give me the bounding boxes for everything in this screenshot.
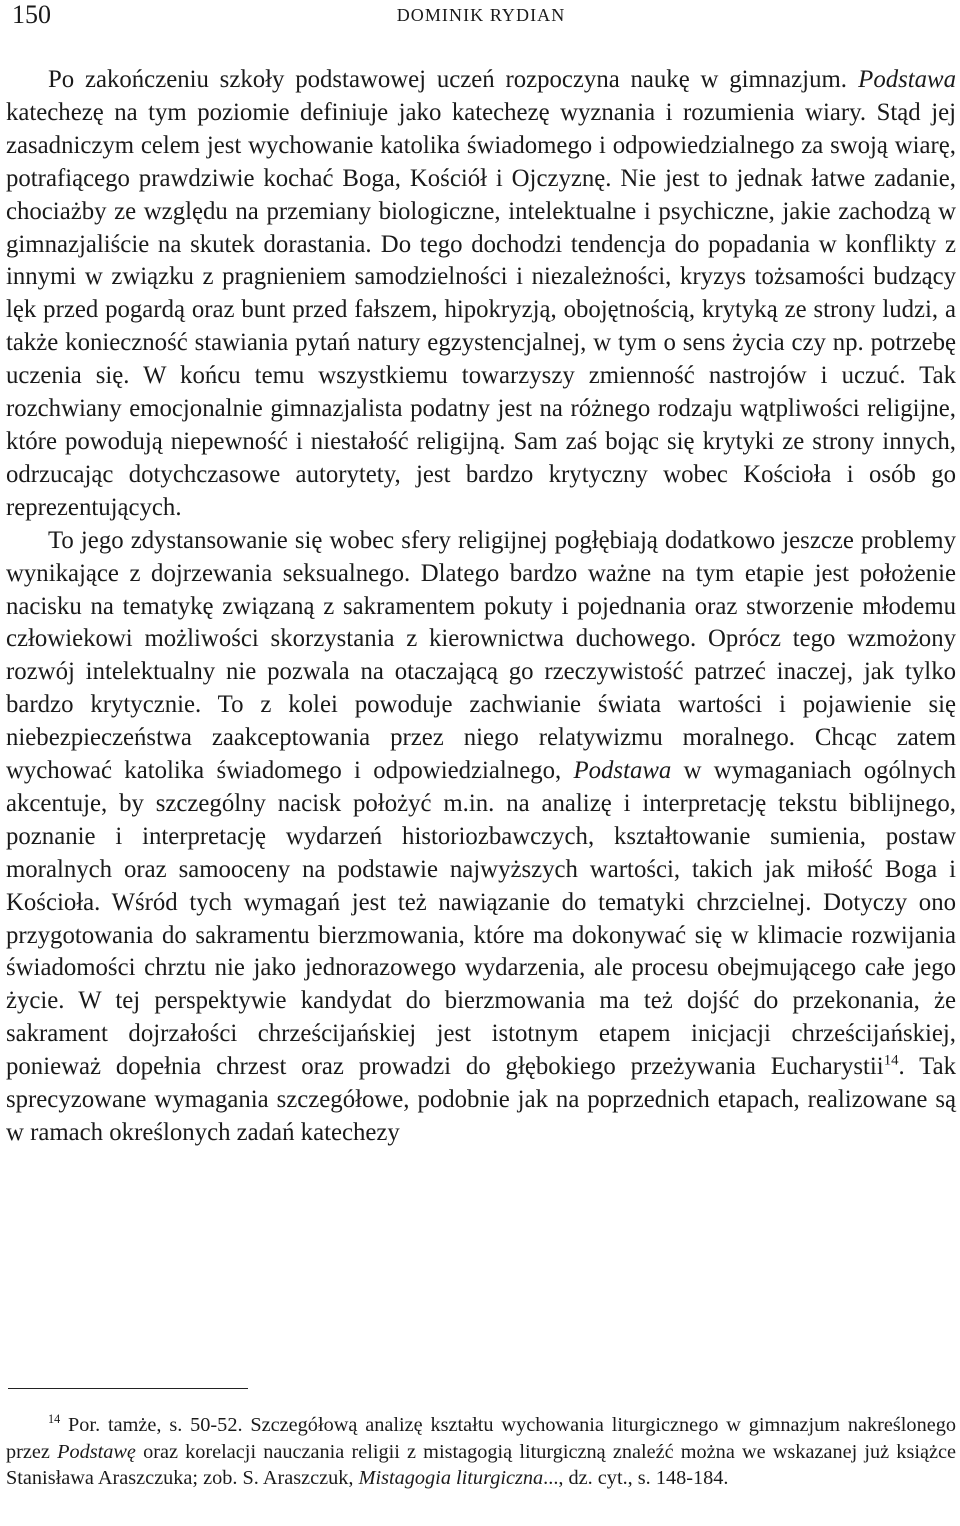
footnote-separator	[8, 1388, 248, 1389]
paragraph-2-text-c: . Tak sprecyzowane wymagania szczegółowe, podobnie jak na poprzednich etapach, realizowane są w ramach określonych zadań katechezy	[6, 1053, 956, 1146]
page-header	[6, 0, 956, 40]
paragraph-1	[6, 64, 956, 525]
footnote-italic-2: Mistagogia liturgiczna	[358, 1467, 544, 1489]
paragraph-1-text-a: katechezę na tym poziomie definiuje jako katechezę wyznania i rozumienia wiary. Stąd jej zasadniczym celem jest wychowanie katolika świadomego i odpowiedzialnego za swoją wiarę, potrafiącego prawdziwie kochać Boga, Kościół i Ojczyznę. Nie jest to jednak łatwe zadanie, chociażby ze względu na przemiany biologiczne, intelektualne i psychiczne, jakie zachodzą w gimnazjaliście na skutek dorastania.	[6, 98, 956, 258]
footnote-reference[interactable]: 14	[883, 1052, 899, 1069]
footnote-italic-1: Podstawę	[57, 1440, 136, 1463]
paragraph-1-italic-title: Podstawa	[858, 66, 956, 93]
footnote-text-b: oraz korelacji nauczania religii z mistagogią liturgiczną znaleźć można we wskazanej już książce Stanisława Araszczuka; zob. S. Araszczuk,	[6, 1440, 956, 1489]
paragraph-2-italic-title: Podstawa	[573, 757, 672, 785]
footnote	[6, 1412, 956, 1492]
page-number: 150	[12, 0, 51, 29]
footnote-number: 14	[48, 1412, 61, 1427]
running-head: DOMINIK RYDIAN	[396, 5, 566, 25]
footnote-14	[6, 1412, 956, 1492]
body-text	[6, 64, 956, 1150]
paragraph-1-text-b: Do tego dochodzi tendencja do popadania w konflikty z innymi w związku z pragnieniem samodzielności i niezależności, kryzys tożsamości budzący lęk przed pogardą oraz bunt przed fałszem, hipokryzją, obojętnością, krytyką ze strony ludzi, a także konieczność stawiania pytań natury egzystencjalnej, w tym o sens życia czy np. potrzebę uczenia się. W końcu temu wszystkiemu towarzyszy zmienność nastrojów i uczuć. Tak rozchwiany emocjonalnie gimnazjalista podatny jest na różnego rodzaju wątpliwości religijne, które powodują niepewność i niestałość religijną. Sam zaś bojąc się krytyki ze strony innych, odrzucając dotychczasowe autorytety, jest bardzo krytyczny wobec Kościoła i osób go reprezentujących.	[6, 230, 956, 521]
paragraph-2	[6, 525, 956, 1150]
paragraph-1-sentence-1: Po zakończeniu szkoły podstawowej uczeń rozpoczyna naukę w gimnazjum.	[48, 66, 847, 93]
paragraph-2-text-b: w wymaganiach ogólnych akcentuje, by szczególny nacisk położyć m.in. na analizę i interpretację tekstu biblijnego, poznanie i interpretację wydarzeń historiozbawczych, kształtowanie sumienia, postaw moralnych oraz samooceny na podstawie najwyższych wartości, takich jak miłość Boga i Kościoła. Wśród tych wymagań jest też nawiązanie do tematyki chrzcielnej. Dotyczy ono przygotowania do sakramentu bierzmowania, które ma dokonywać się w klimacie rozwijania świadomości chrztu nie jako jednorazowego wydarzenia, ale procesu obejmującego całe jego życie. W tej perspektywie kandydat do bierzmowania ma też dojść do przekonania, że sakrament dojrzałości chrześcijańskiej jest istotnym etapem inicjacji chrześcijańskiej, ponieważ dopełnia chrzest oraz prowadzi do głębokiego przeżywania Eucharystii	[6, 757, 957, 1081]
paragraph-2-text-a: To jego zdystansowanie się wobec sfery religijnej pogłębiają dodatkowo jeszcze problemy wynikające z dojrzewania seksualnego. Dlatego bardzo ważne na tym etapie jest położenie nacisku na tematykę związaną z sakramentem pokuty i pojednania oraz stworzenie młodemu człowiekowi możliwości skorzystania z kierownictwa duchowego. Oprócz tego wzmożony rozwój intelektualny nie pozwala na otaczającą go rzeczywistość patrzeć inaczej, jak tylko bardzo krytycznie. To z kolei powoduje zachwianie świata wartości i pojawienie się niebezpieczeństwa zaakceptowania przez niego relatywizmu moralnego. Chcąc zatem wychować katolika świadomego i odpowiedzialnego,	[6, 526, 956, 785]
footnote-text-c: ..., dz. cyt., s. 148-184.	[543, 1467, 729, 1489]
footnote-text-a: Por. tamże, s. 50-52. Szczegółową analizę kształtu wychowania liturgicznego w gimnazjum nakreślonego przez	[6, 1414, 956, 1463]
